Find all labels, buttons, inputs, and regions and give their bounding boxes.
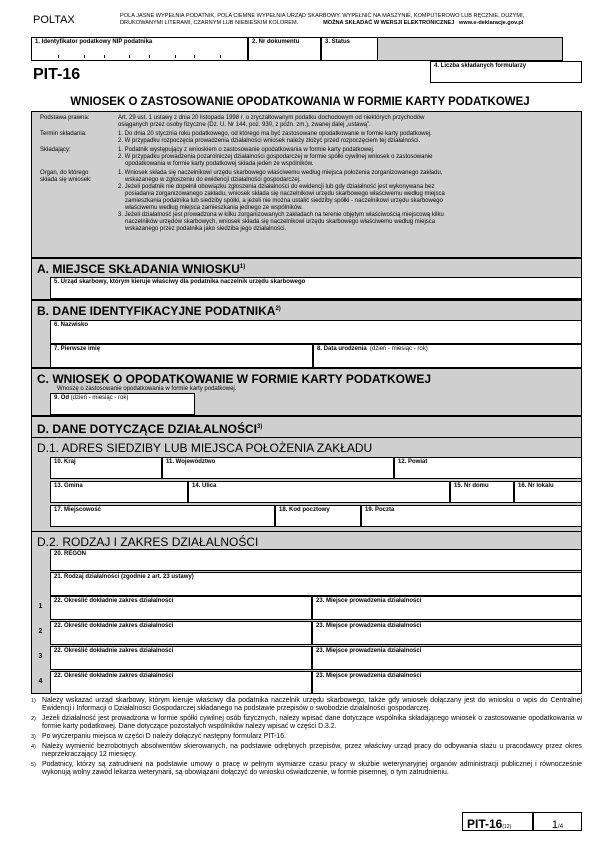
activity-place-field-4[interactable]: 23. Miejsce prowadzenia działalności xyxy=(312,671,582,694)
activity-place-field-1[interactable]: 23. Miejsce prowadzenia działalności xyxy=(312,596,582,620)
footnote-4-number: 4) xyxy=(31,744,36,750)
info-organ-2c: zamieszkania podatnika lub siedziby spółki, a jeżeli nie można ustalić siedziby spółki - naczelnikowi urzędu skarbowego xyxy=(125,198,443,204)
page-title: WNIOSEK O ZASTOSOWANIE OPODATKOWANIA W FORMIE KARTY PODATKOWEJ xyxy=(70,96,530,108)
activity-scope-field-4[interactable]: 22. Określić dokładnie zakres działalności xyxy=(50,671,312,694)
info-organ-label xyxy=(40,170,92,184)
header-note-line2: DRUKOWANYMI LITERAMI, CZARNYM LUB NIEBIESKIM KOLOREM. xyxy=(120,20,299,26)
footnote-2-number: 2) xyxy=(31,716,36,722)
header-note-url: www.e-deklaracje.gov.pl xyxy=(459,20,524,26)
info-legal-l2: osiąganych przez osoby fizyczne (Dz. U. Nr 144, poz. 930, z późn. zm.), zwanej dalej „ustawą”. xyxy=(118,122,371,128)
section-d-footnote-ref: 3) xyxy=(257,424,263,430)
footer-page-box xyxy=(533,812,582,831)
info-organ-text xyxy=(118,170,578,233)
nip-seg-8 xyxy=(220,55,221,58)
commune-field[interactable]: 13. Gmina xyxy=(50,481,188,503)
start-date-field[interactable] xyxy=(50,393,195,415)
header-note-elec: MOŻNA SKŁADAĆ W WERSJI ELEKTRONICZNEJ xyxy=(323,20,455,26)
activity-row-number-3: 3 xyxy=(38,653,43,660)
birth-date-label: 8. Data urodzenia xyxy=(317,346,367,352)
header-brand: POLTAX xyxy=(33,14,75,26)
section-d2-divider xyxy=(31,531,582,532)
section-d1-title: D.1. ADRES SIEDZIBY LUB MIEJSCA POŁOŻENIA ZAKŁADU xyxy=(37,441,373,455)
nip-field-label: 1. Identyfikator podatkowy NIP podatnika xyxy=(35,39,153,45)
info-filer-1: 1. Podatnik występujący z wnioskiem o zastosowanie opodatkowania w formie karty podatkowej. xyxy=(118,147,375,153)
regon-field[interactable]: 20. REGON xyxy=(50,549,582,571)
activity-scope-field-3[interactable]: 22. Określić dokładnie zakres działalności xyxy=(50,646,312,670)
info-organ-2a: 2. Jeżeli podatnik nie dopełnił obowiązku zgłoszenia działalności do ewidencji lub gdy działalność jest wykonywana bez xyxy=(118,184,435,190)
apartment-number-field[interactable]: 16. Nr lokalu xyxy=(514,481,582,503)
footer-page-total: 4 xyxy=(559,824,564,830)
info-deadline-2: 2. W przypadku rozpoczęcia prowadzenia działalności wniosek należy złożyć przed rozpoczęciem tej działalności. xyxy=(118,138,421,144)
section-a-title-text: A. MIEJSCE SKŁADANIA WNIOSKU xyxy=(37,262,240,276)
status-field: 3. Status xyxy=(321,37,378,61)
section-b-title xyxy=(31,304,281,318)
form-count-field[interactable]: 4. Liczba składanych formularzy xyxy=(430,61,582,83)
activity-place-field-2[interactable]: 23. Miejsce prowadzenia działalności xyxy=(312,621,582,645)
footnote-1-text: Należy wskazać urząd skarbowy, którym kieruje właściwy dla podatnika naczelnik urzędu skarbowego, także gdy wniosek dołączany jest do wniosku o wpis do Centralnej Ewidencji i Informacji o Działalności Gospodarczej składanego na podstawie przepisów o swobodzie działalności gospodarczej. xyxy=(42,697,582,712)
post-office-field[interactable]: 19. Poczta xyxy=(361,505,582,527)
doc-number-field: 2. Nr dokumentu xyxy=(248,37,321,61)
footnote-3-text: Po wyczerpaniu miejsca w części D należy dołączyć następny formularz PIT-16. xyxy=(42,733,286,740)
nip-seg-6 xyxy=(175,55,176,58)
footnote-1-number: 1) xyxy=(31,698,36,704)
section-d-title xyxy=(31,422,262,436)
nip-seg-7 xyxy=(194,55,195,58)
footnotes xyxy=(31,697,582,777)
surname-field[interactable]: 6. Nazwisko xyxy=(50,320,582,344)
footnote-2-text: Jeżeli działalność jest prowadzona w formie spółki cywilnej osób fizycznych, należy wpisać dane dotyczące wspólnika składającego wniosek o zastosowanie opodatkowania w formie karty podatkowej. Dane dotyczące pozostałych wspólników należy wpisać w części D.3.2. xyxy=(42,715,582,730)
postal-code-field[interactable]: 18. Kod pocztowy xyxy=(275,505,361,527)
info-organ-label-1: Organ, do którego xyxy=(40,170,89,176)
tax-office-field[interactable]: 5. Urząd skarbowy, którym kieruje właściwy dla podatnika naczelnik urzędu skarbowego xyxy=(50,277,582,299)
info-legal-text xyxy=(118,115,578,129)
locality-field[interactable]: 17. Miejscowość xyxy=(50,505,275,527)
footer-form-code: PIT-16 xyxy=(467,817,503,831)
footnote-1 xyxy=(31,697,582,713)
info-organ-3a: 3. Jeżeli działalność jest prowadzona w kilku zorganizowanych zakładach na terenie objętym właściwością miejscową kilku xyxy=(118,212,444,218)
info-organ-3c: wskazanego przez podatnika jako siedziba jego działalności. xyxy=(125,226,287,232)
section-a-title xyxy=(31,262,245,276)
nip-field[interactable] xyxy=(31,37,248,61)
info-deadline-label: Termin składania: xyxy=(40,131,87,137)
info-organ-2d: właściwemu według miejsca zamieszkania jednego ze wspólników. xyxy=(125,205,303,211)
activity-place-field-3[interactable]: 23. Miejsce prowadzenia działalności xyxy=(312,646,582,670)
info-organ-label-2: składa się wniosek: xyxy=(40,177,92,183)
footnote-4-text: Należy wymienić bezrobotnych absolwentów skierowanych, na podstawie odrębnych przepisów, przez właściwy urząd pracy do odbywania stażu u pracodawcy przez okres nieprzekraczający 12 miesięcy. xyxy=(42,743,582,758)
header-note-line2-wrap xyxy=(120,20,560,27)
section-d-title-text: D. DANE DOTYCZĄCE DZIAŁALNOŚCI xyxy=(37,422,257,436)
footnote-5-text: Podatnicy, którzy są zatrudnieni na podstawie umowy o pracę w pełnym wymiarze czasu pracy w służbie weterynaryjnej organów administracji publicznej i równocześnie wykonują wolny zawód lekarza weterynarii, są obowiązani dołączyć do wniosku oświadczenie, w formie pisemnej, o tym zatrudnieniu. xyxy=(42,761,582,776)
info-filer-text xyxy=(118,147,578,168)
birth-date-hint: (dzień - miesiąc - rok) xyxy=(370,346,428,352)
nip-seg-1 xyxy=(58,55,59,58)
birth-date-field[interactable] xyxy=(313,344,582,368)
section-c-subtitle: Wnoszę o zastosowanie opodatkowania w formie karty podatkowej. xyxy=(57,386,237,392)
info-filer-2b: opodatkowania w formie karty podatkowej składa jeden ze wspólników. xyxy=(125,161,314,167)
start-date-hint: (dzień - miesiąc - rok) xyxy=(70,395,129,401)
header-note xyxy=(120,13,560,27)
start-date-label: 9. Od xyxy=(54,395,70,401)
footer-form-version: (12) xyxy=(502,824,512,830)
street-field[interactable]: 14. Ulica xyxy=(188,481,450,503)
section-b-title-text: B. DANE IDENTYFIKACYJNE PODATNIKA xyxy=(37,304,276,318)
footer-form-code-box xyxy=(462,812,533,831)
header-note-line1: POLA JASNE WYPEŁNIA PODATNIK, POLA CIEMNE WYPEŁNIA URZĄD SKARBOWY. WYPEŁNIĆ NA MASZYNIE, KOMPUTEROWO LUB RĘCZNIE, DUŻYMI, xyxy=(120,13,525,19)
info-deadline-1: 1. Do dnia 20 stycznia roku podatkowego, od którego ma być zastosowane opodatkowanie w formie karty podatkowej. xyxy=(118,131,432,137)
footnote-5 xyxy=(31,761,582,777)
info-filer-label: Składający: xyxy=(40,147,71,153)
voivodeship-field[interactable]: 11. Województwo xyxy=(162,457,394,479)
info-deadline-text xyxy=(118,131,578,145)
info-organ-2b: posiadania zorganizowanego zakładu, wniosek składa się naczelnikowi urzędu skarbowego właściwemu według miejsca xyxy=(125,191,445,197)
info-filer-2a: 2. W przypadku prowadzenia pozarolniczej działalności gospodarczej w formie spółki cywilnej wniosek o zastosowanie xyxy=(118,154,433,160)
nip-seg-5 xyxy=(149,55,150,58)
info-legal-label: Podstawa prawna: xyxy=(40,115,90,121)
nip-seg-3 xyxy=(104,55,105,58)
house-number-field[interactable]: 15. Nr domu xyxy=(450,481,514,503)
activity-scope-field-2[interactable]: 22. Określić dokładnie zakres działalności xyxy=(50,621,312,645)
activity-scope-field-1[interactable]: 22. Określić dokładnie zakres działalności xyxy=(50,596,312,620)
footnote-5-number: 5) xyxy=(31,762,36,768)
activity-row-number-2: 2 xyxy=(38,628,43,635)
section-b-footnote-ref: 2) xyxy=(275,306,281,312)
nip-seg-2 xyxy=(84,55,85,58)
info-organ-1a: 1. Wniosek składa się naczelnikowi urzędu skarbowego właściwemu według miejsca położenia zorganizowanego zakładu, xyxy=(118,170,443,176)
nip-seg-4 xyxy=(129,55,130,58)
section-d2-title: D.2. RODZAJ I ZAKRES DZIAŁALNOŚCI xyxy=(37,535,259,549)
country-field[interactable]: 10. Kraj xyxy=(50,457,162,479)
footnote-3-number: 3) xyxy=(31,734,36,740)
activity-type-field[interactable]: 21. Rodzaj działalności (zgodnie z art. 23 ustawy) xyxy=(50,572,582,596)
footnote-4 xyxy=(31,743,582,759)
footer-page-number: 1 xyxy=(551,819,559,831)
first-name-field[interactable]: 7. Pierwsze imię xyxy=(50,344,313,368)
section-d1-divider xyxy=(31,437,582,438)
form-code: PIT-16 xyxy=(33,66,81,83)
activity-row-number-1: 1 xyxy=(38,603,43,610)
footnote-2 xyxy=(31,715,582,731)
info-legal-l1: Art. 29 ust. 1 ustawy z dnia 20 listopada 1998 r. o zryczałtowanym podatku dochodowym od niektórych przychodów xyxy=(118,115,425,121)
info-organ-3b: naczelników urzędów skarbowych, wniosek składa się naczelnikowi urzędu skarbowego właściwemu według miejsca xyxy=(125,219,436,225)
section-c-title: C. WNIOSEK O OPODATKOWANIE W FORMIE KARTY PODATKOWEJ xyxy=(37,372,432,386)
activity-row-number-4: 4 xyxy=(38,678,43,685)
footer-page-separator: / xyxy=(558,824,560,830)
county-field[interactable]: 12. Powiat xyxy=(394,457,582,479)
info-organ-1b: wskazanego w zgłoszeniu do ewidencji działalności gospodarczej. xyxy=(125,177,301,183)
footnote-3 xyxy=(31,733,582,741)
section-a-footnote-ref: 1) xyxy=(239,264,246,270)
